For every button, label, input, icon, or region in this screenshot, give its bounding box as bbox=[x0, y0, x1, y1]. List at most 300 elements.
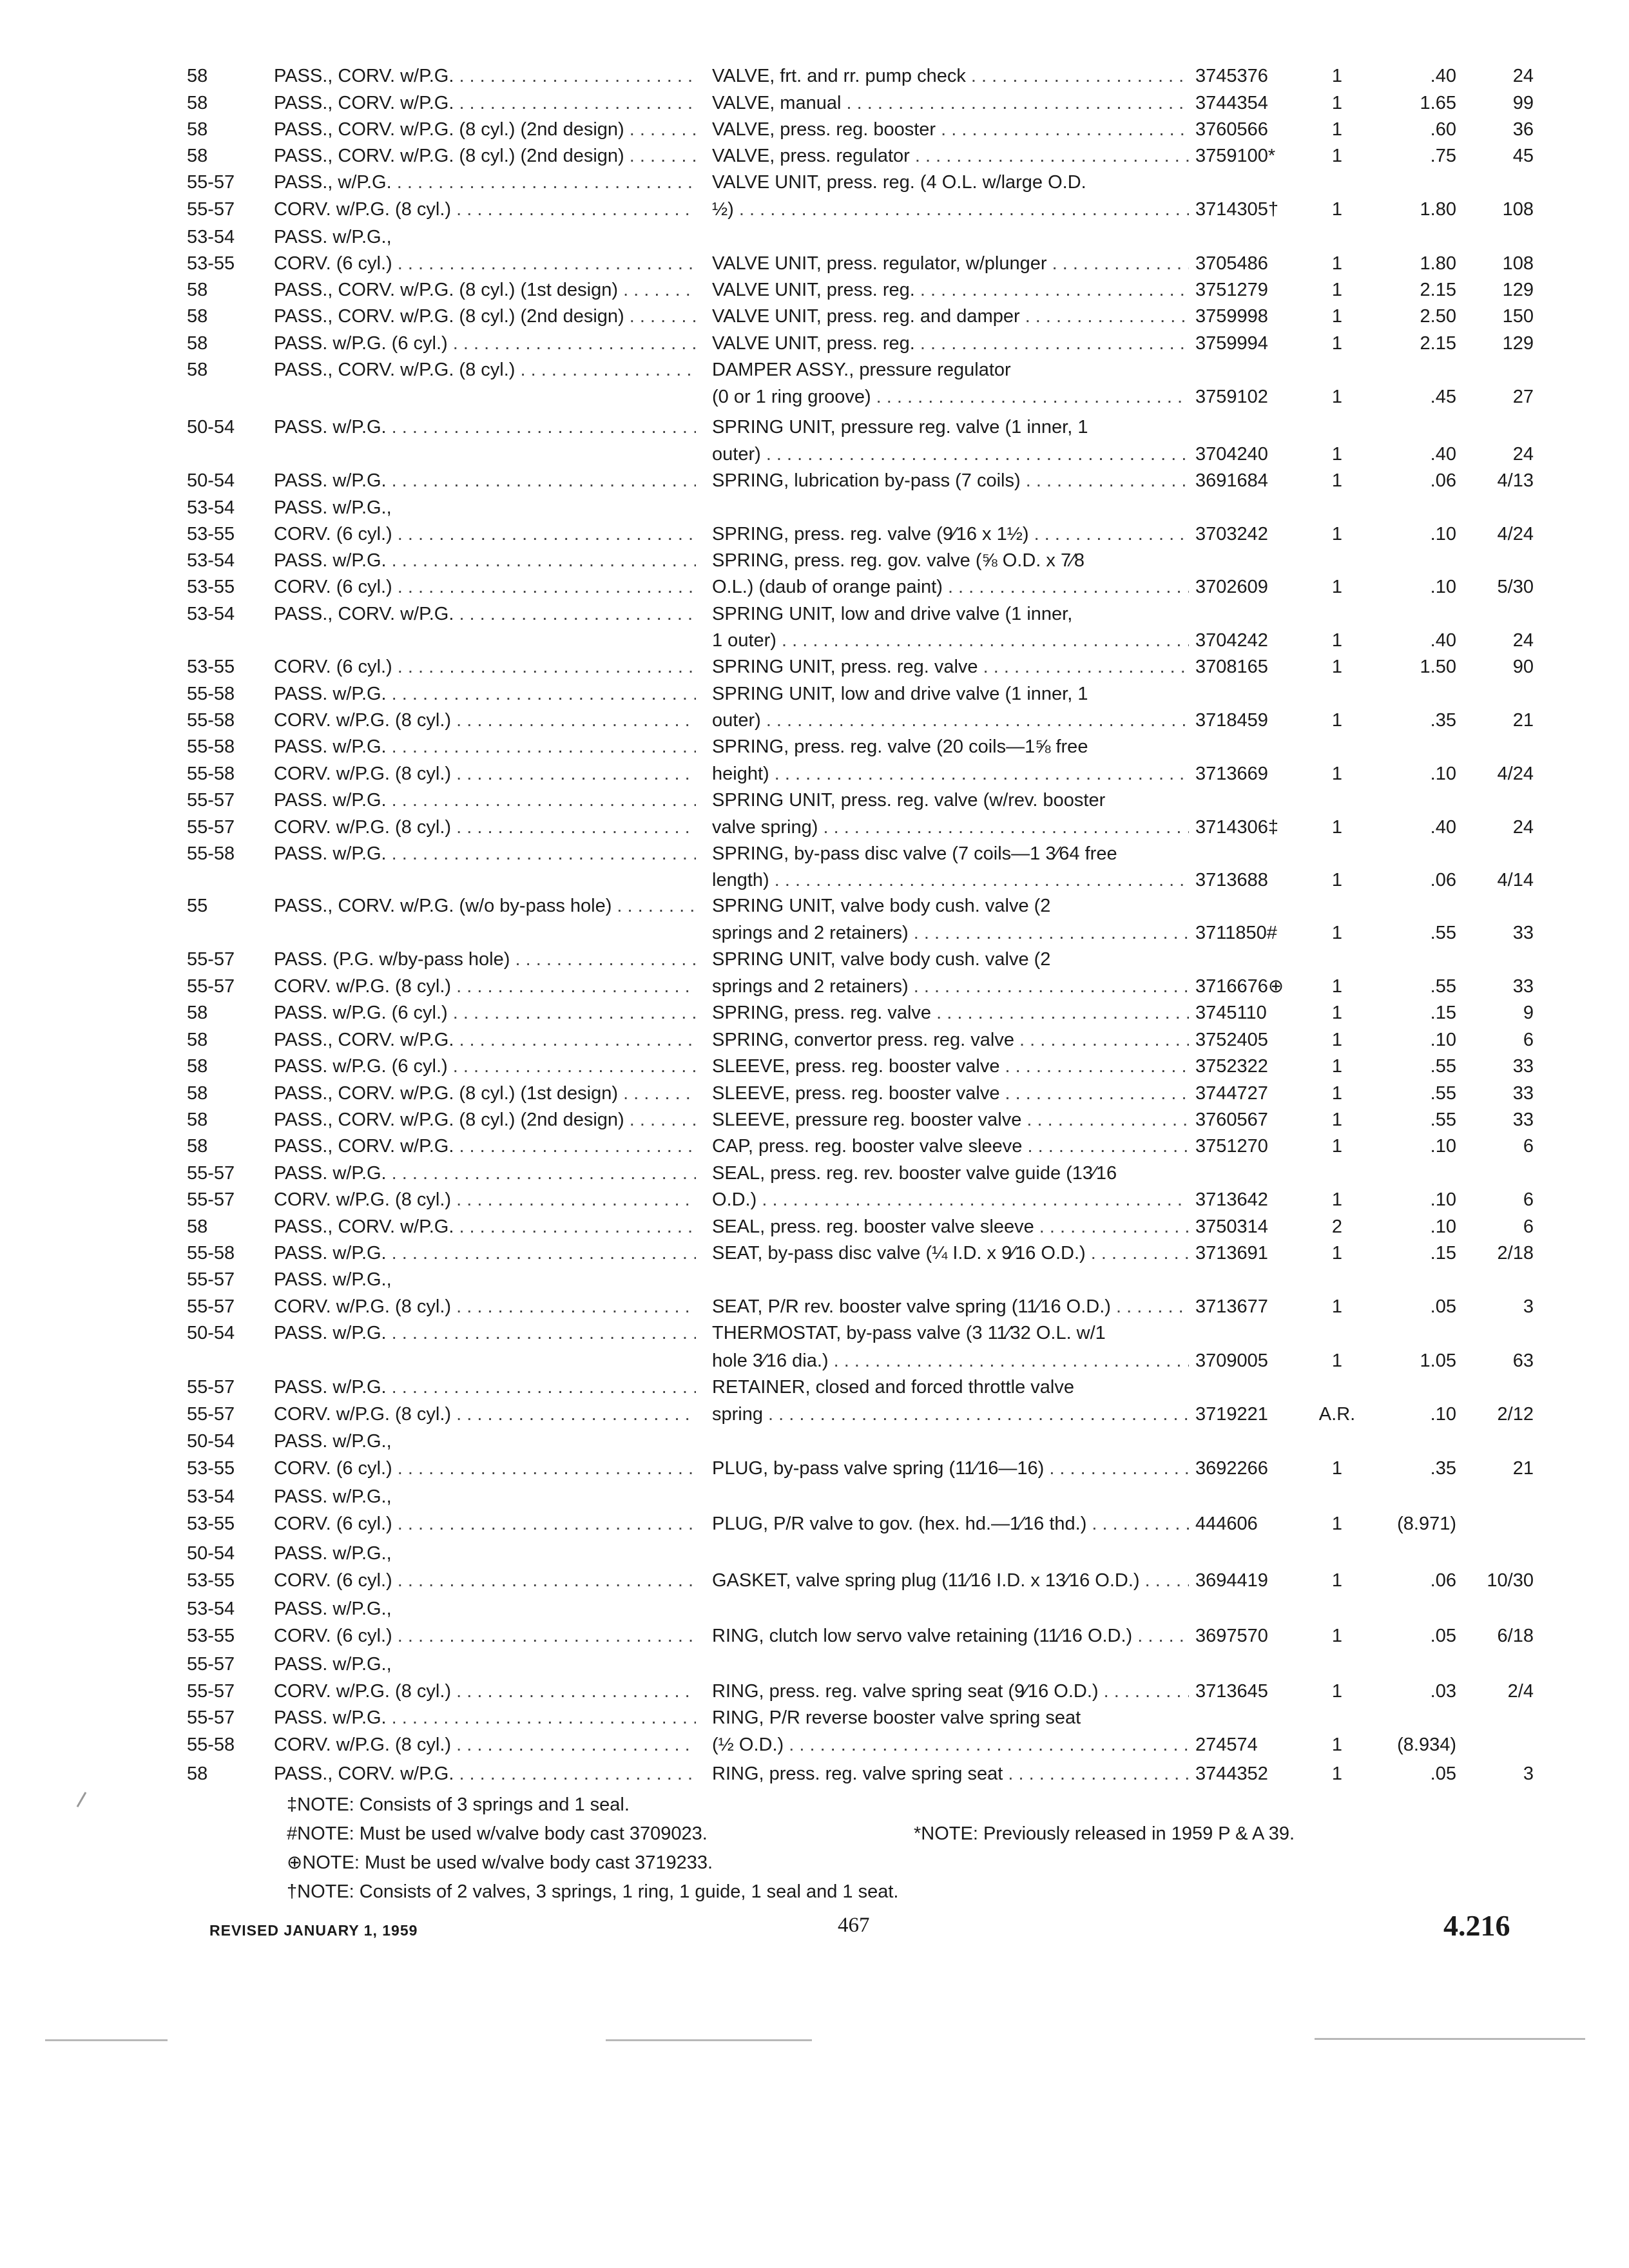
year-cell: 53-55 bbox=[187, 1458, 235, 1479]
package-cell: 24 bbox=[1512, 630, 1534, 651]
part-number-cell: 3713677 bbox=[1195, 1296, 1268, 1317]
part-number-cell: 3713645 bbox=[1195, 1681, 1268, 1702]
part-number-cell: 3697570 bbox=[1195, 1626, 1268, 1646]
part-number-cell: 3714306‡ bbox=[1195, 817, 1279, 838]
table-row bbox=[0, 1678, 1629, 1705]
table-row bbox=[0, 467, 1629, 494]
quantity-cell: 1 bbox=[1331, 1735, 1343, 1755]
year-cell: 53-55 bbox=[187, 1570, 235, 1591]
quantity-cell: 1 bbox=[1331, 387, 1343, 407]
year-cell: 53-54 bbox=[187, 550, 235, 571]
table-row bbox=[0, 973, 1629, 1000]
price-cell: .55 bbox=[1430, 1056, 1456, 1077]
description-cell: SLEEVE, press. reg. booster valve . . . bbox=[712, 1080, 1189, 1107]
price-cell: .06 bbox=[1430, 1570, 1456, 1591]
description-cell: SPRING, press. reg. valve (9⁄16 x 1½) . . . bbox=[712, 521, 1189, 548]
part-number-cell: 3704242 bbox=[1195, 630, 1268, 651]
table-row bbox=[0, 547, 1629, 574]
description-cell: SLEEVE, press. reg. booster valve . . . bbox=[712, 1053, 1189, 1080]
model-cell: CORV. w/P.G. (8 cyl.) . . . bbox=[274, 1678, 696, 1705]
price-cell: 2.50 bbox=[1420, 306, 1456, 327]
table-row bbox=[0, 1704, 1629, 1731]
section-number: 4.216 bbox=[1443, 1909, 1510, 1942]
model-cell: CORV. (6 cyl.) . . . bbox=[274, 521, 696, 548]
model-cell: PASS. w/P.G. (6 cyl.) . . . bbox=[274, 330, 696, 357]
quantity-cell: 1 bbox=[1331, 1514, 1343, 1534]
part-number-cell: 444606 bbox=[1195, 1514, 1258, 1534]
part-number-cell: 3751270 bbox=[1195, 1136, 1268, 1157]
package-cell: 6 bbox=[1523, 1136, 1534, 1157]
year-cell: 50-54 bbox=[187, 1323, 235, 1343]
package-cell: 99 bbox=[1512, 93, 1534, 113]
price-cell: .05 bbox=[1430, 1626, 1456, 1646]
price-cell: .15 bbox=[1430, 1243, 1456, 1264]
model-cell: CORV. (6 cyl.) . . . bbox=[274, 1622, 696, 1649]
quantity-cell: 1 bbox=[1331, 577, 1343, 597]
part-number-cell: 3708165 bbox=[1195, 657, 1268, 677]
year-cell: 55-58 bbox=[187, 736, 235, 757]
package-cell: 2/12 bbox=[1497, 1404, 1534, 1425]
year-cell: 53-55 bbox=[187, 253, 235, 274]
table-row bbox=[0, 1622, 1629, 1649]
part-number-cell: 3709005 bbox=[1195, 1350, 1268, 1371]
price-cell: .40 bbox=[1430, 630, 1456, 651]
description-cell: SPRING, by-pass disc valve (7 coils—1 3⁄64 free bbox=[712, 843, 1117, 864]
description-cell: 1 outer) . . . bbox=[712, 627, 1189, 654]
quantity-cell: 1 bbox=[1331, 976, 1343, 997]
year-cell: 55-58 bbox=[187, 1735, 235, 1755]
table-row bbox=[0, 116, 1629, 143]
description-cell: VALVE UNIT, press. reg. and damper . . . bbox=[712, 303, 1189, 330]
quantity-cell: 1 bbox=[1331, 1110, 1343, 1130]
table-row bbox=[0, 867, 1629, 894]
price-cell: .10 bbox=[1430, 1216, 1456, 1237]
year-cell: 55-57 bbox=[187, 1163, 235, 1184]
price-cell: 2.15 bbox=[1420, 280, 1456, 300]
price-cell: (8.934) bbox=[1397, 1735, 1456, 1755]
package-cell: 4/13 bbox=[1497, 470, 1534, 491]
table-row bbox=[0, 494, 1629, 521]
table-row bbox=[0, 1567, 1629, 1594]
price-cell: .55 bbox=[1430, 923, 1456, 943]
year-cell: 58 bbox=[187, 1763, 208, 1784]
table-row bbox=[0, 1347, 1629, 1374]
quantity-cell: 1 bbox=[1331, 333, 1343, 354]
year-cell: 55-57 bbox=[187, 1296, 235, 1317]
table-row bbox=[0, 1080, 1629, 1107]
table-row bbox=[0, 1731, 1629, 1758]
year-cell: 55-57 bbox=[187, 1377, 235, 1398]
quantity-cell: 2 bbox=[1331, 1216, 1343, 1237]
price-cell: 1.80 bbox=[1420, 199, 1456, 220]
note-3-springs: ‡NOTE: Consists of 3 springs and 1 seal. bbox=[287, 1794, 630, 1815]
table-row bbox=[0, 142, 1629, 169]
table-row bbox=[0, 999, 1629, 1026]
quantity-cell: 1 bbox=[1331, 1296, 1343, 1317]
package-cell: 2/18 bbox=[1497, 1243, 1534, 1264]
model-cell: PASS. w/P.G. . . . bbox=[274, 733, 696, 760]
model-cell: PASS. w/P.G. . . . bbox=[274, 547, 696, 574]
table-row bbox=[0, 1401, 1629, 1428]
table-row bbox=[0, 521, 1629, 548]
table-row bbox=[0, 814, 1629, 841]
package-cell: 10/30 bbox=[1487, 1570, 1534, 1591]
model-cell: CORV. (6 cyl.) . . . bbox=[274, 1455, 696, 1482]
part-number-cell: 3714305† bbox=[1195, 199, 1279, 220]
quantity-cell: 1 bbox=[1331, 1083, 1343, 1104]
table-row bbox=[0, 1053, 1629, 1080]
model-cell: CORV. (6 cyl.) . . . bbox=[274, 653, 696, 680]
part-number-cell: 3692266 bbox=[1195, 1458, 1268, 1479]
year-cell: 58 bbox=[187, 1216, 208, 1237]
year-cell: 55 bbox=[187, 896, 208, 916]
description-cell: PLUG, P/R valve to gov. (hex. hd.—1⁄16 thd.) . . . bbox=[712, 1510, 1189, 1537]
year-cell: 53-55 bbox=[187, 657, 235, 677]
description-cell: SEAT, by-pass disc valve (¼ I.D. x 9⁄16 O.D.) . . . bbox=[712, 1240, 1189, 1267]
page-number: 467 bbox=[838, 1914, 870, 1937]
model-cell: CORV. (6 cyl.) . . . bbox=[274, 1510, 696, 1537]
year-cell: 55-58 bbox=[187, 764, 235, 784]
part-number-cell: 3752322 bbox=[1195, 1056, 1268, 1077]
year-cell: 58 bbox=[187, 1003, 208, 1023]
year-cell: 55-58 bbox=[187, 710, 235, 731]
model-cell: CORV. w/P.G. (8 cyl.) . . . bbox=[274, 196, 696, 223]
quantity-cell: 1 bbox=[1331, 93, 1343, 113]
price-cell: .05 bbox=[1430, 1296, 1456, 1317]
price-cell: .10 bbox=[1430, 764, 1456, 784]
description-cell: outer) . . . bbox=[712, 707, 1189, 734]
year-cell: 55-57 bbox=[187, 949, 235, 970]
model-cell: PASS. w/P.G. . . . bbox=[274, 1704, 696, 1731]
table-row bbox=[0, 1106, 1629, 1133]
price-cell: .55 bbox=[1430, 1110, 1456, 1130]
year-cell: 58 bbox=[187, 280, 208, 300]
scan-artifact bbox=[606, 2039, 812, 2041]
part-number-cell: 274574 bbox=[1195, 1735, 1258, 1755]
table-row bbox=[0, 1186, 1629, 1213]
description-cell: SEAT, P/R rev. booster valve spring (11⁄16 O.D.) . . . bbox=[712, 1293, 1189, 1320]
year-cell: 58 bbox=[187, 306, 208, 327]
part-number-cell: 3691684 bbox=[1195, 470, 1268, 491]
table-row bbox=[0, 250, 1629, 277]
model-cell: PASS. w/P.G. . . . bbox=[274, 1160, 696, 1187]
price-cell: .10 bbox=[1430, 1189, 1456, 1210]
quantity-cell: 1 bbox=[1331, 306, 1343, 327]
part-number-cell: 3744354 bbox=[1195, 93, 1268, 113]
part-number-cell: 3713642 bbox=[1195, 1189, 1268, 1210]
model-cell: PASS., CORV. w/P.G. . . . bbox=[274, 601, 696, 628]
quantity-cell: 1 bbox=[1331, 1626, 1343, 1646]
quantity-cell: 1 bbox=[1331, 444, 1343, 465]
package-cell: 4/14 bbox=[1497, 870, 1534, 890]
year-cell: 55-57 bbox=[187, 1707, 235, 1728]
description-cell: SPRING, press. reg. gov. valve (⅝ O.D. x 7⁄8 bbox=[712, 550, 1085, 571]
package-cell: 90 bbox=[1512, 657, 1534, 677]
quantity-cell: 1 bbox=[1331, 280, 1343, 300]
quantity-cell: 1 bbox=[1331, 253, 1343, 274]
model-cell: CORV. (6 cyl.) . . . bbox=[274, 250, 696, 277]
table-row bbox=[0, 1760, 1629, 1787]
model-cell: PASS. w/P.G., bbox=[274, 1654, 392, 1675]
part-number-cell: 3705486 bbox=[1195, 253, 1268, 274]
description-cell: RING, P/R reverse booster valve spring seat bbox=[712, 1707, 1081, 1728]
part-number-cell: 3702609 bbox=[1195, 577, 1268, 597]
note-previously-released: *NOTE: Previously released in 1959 P & A 39. bbox=[914, 1823, 1295, 1844]
quantity-cell: 1 bbox=[1331, 199, 1343, 220]
price-cell: .06 bbox=[1430, 470, 1456, 491]
model-cell: PASS. w/P.G. (6 cyl.) . . . bbox=[274, 1053, 696, 1080]
price-cell: .75 bbox=[1430, 146, 1456, 166]
package-cell: 36 bbox=[1512, 119, 1534, 140]
table-row bbox=[0, 1266, 1629, 1293]
year-cell: 50-54 bbox=[187, 417, 235, 437]
package-cell: 63 bbox=[1512, 1350, 1534, 1371]
table-row bbox=[0, 1483, 1629, 1510]
table-row bbox=[0, 1160, 1629, 1187]
package-cell: 6 bbox=[1523, 1216, 1534, 1237]
price-cell: 1.50 bbox=[1420, 657, 1456, 677]
package-cell: 21 bbox=[1512, 1458, 1534, 1479]
description-cell: SPRING UNIT, valve body cush. valve (2 bbox=[712, 949, 1051, 970]
package-cell: 33 bbox=[1512, 1083, 1534, 1104]
part-number-cell: 3751279 bbox=[1195, 280, 1268, 300]
table-row bbox=[0, 680, 1629, 707]
note-valve-body-3709023: #NOTE: Must be used w/valve body cast 3709023. bbox=[287, 1823, 708, 1844]
model-cell: CORV. w/P.G. (8 cyl.) . . . bbox=[274, 1401, 696, 1428]
package-cell: 33 bbox=[1512, 1110, 1534, 1130]
price-cell: 2.15 bbox=[1420, 333, 1456, 354]
model-cell: PASS. w/P.G., bbox=[274, 1486, 392, 1507]
description-cell: O.L.) (daub of orange paint) . . . bbox=[712, 573, 1189, 601]
year-cell: 55-57 bbox=[187, 1269, 235, 1290]
model-cell: PASS. w/P.G. (6 cyl.) . . . bbox=[274, 999, 696, 1026]
model-cell: PASS., CORV. w/P.G. . . . bbox=[274, 1133, 696, 1160]
part-number-cell: 3760567 bbox=[1195, 1110, 1268, 1130]
table-row bbox=[0, 1320, 1629, 1347]
price-cell: 1.05 bbox=[1420, 1350, 1456, 1371]
part-number-cell: 3759994 bbox=[1195, 333, 1268, 354]
description-cell: SPRING, press. reg. valve (20 coils—1⅝ free bbox=[712, 736, 1088, 757]
year-cell: 53-54 bbox=[187, 1599, 235, 1619]
description-cell: (0 or 1 ring groove) . . . bbox=[712, 383, 1189, 410]
table-row bbox=[0, 892, 1629, 919]
year-cell: 58 bbox=[187, 93, 208, 113]
price-cell: .15 bbox=[1430, 1003, 1456, 1023]
year-cell: 58 bbox=[187, 1083, 208, 1104]
year-cell: 53-55 bbox=[187, 1514, 235, 1534]
description-cell: SPRING UNIT, pressure reg. valve (1 inner, 1 bbox=[712, 417, 1088, 437]
model-cell: PASS. w/P.G., bbox=[274, 1431, 392, 1452]
description-cell: RING, clutch low servo valve retaining (11⁄16 O.D.) . . . bbox=[712, 1622, 1189, 1649]
package-cell: 129 bbox=[1502, 333, 1534, 354]
quantity-cell: 1 bbox=[1331, 524, 1343, 544]
year-cell: 53-54 bbox=[187, 227, 235, 247]
quantity-cell: 1 bbox=[1331, 1030, 1343, 1050]
scan-artifact bbox=[77, 1792, 87, 1807]
table-row bbox=[0, 1428, 1629, 1455]
description-cell: SEAL, press. reg. booster valve sleeve . . . bbox=[712, 1213, 1189, 1240]
price-cell: (8.971) bbox=[1397, 1514, 1456, 1534]
price-cell: .55 bbox=[1430, 1083, 1456, 1104]
model-cell: PASS. w/P.G., bbox=[274, 1599, 392, 1619]
year-cell: 55-57 bbox=[187, 199, 235, 220]
quantity-cell: 1 bbox=[1331, 1763, 1343, 1784]
table-row bbox=[0, 169, 1629, 196]
model-cell: PASS. w/P.G., bbox=[274, 227, 392, 247]
part-number-cell: 3745110 bbox=[1195, 1003, 1267, 1023]
package-cell: 33 bbox=[1512, 1056, 1534, 1077]
note-2-valves: †NOTE: Consists of 2 valves, 3 springs, 1 ring, 1 guide, 1 seal and 1 seat. bbox=[287, 1881, 899, 1902]
year-cell: 55-57 bbox=[187, 1654, 235, 1675]
description-cell: VALVE UNIT, press. reg. . . . bbox=[712, 330, 1189, 357]
part-number-cell: 3750314 bbox=[1195, 1216, 1268, 1237]
quantity-cell: 1 bbox=[1331, 764, 1343, 784]
model-cell: PASS., CORV. w/P.G. (8 cyl.) (2nd design) . . . bbox=[274, 142, 696, 169]
table-row bbox=[0, 787, 1629, 814]
package-cell: 9 bbox=[1523, 1003, 1534, 1023]
description-cell: SPRING, lubrication by-pass (7 coils) . . . bbox=[712, 467, 1189, 494]
part-number-cell: 3760566 bbox=[1195, 119, 1268, 140]
quantity-cell: 1 bbox=[1331, 817, 1343, 838]
quantity-cell: 1 bbox=[1331, 1350, 1343, 1371]
description-cell: springs and 2 retainers) . . . bbox=[712, 973, 1189, 1000]
price-cell: .10 bbox=[1430, 1404, 1456, 1425]
description-cell: spring . . . bbox=[712, 1401, 1189, 1428]
year-cell: 58 bbox=[187, 333, 208, 354]
table-row bbox=[0, 303, 1629, 330]
table-row bbox=[0, 1293, 1629, 1320]
description-cell: O.D.) . . . bbox=[712, 1186, 1189, 1213]
year-cell: 55-57 bbox=[187, 1189, 235, 1210]
year-cell: 53-55 bbox=[187, 577, 235, 597]
part-number-cell: 3704240 bbox=[1195, 444, 1268, 465]
year-cell: 58 bbox=[187, 66, 208, 86]
model-cell: PASS. (P.G. w/by-pass hole) . . . bbox=[274, 946, 696, 973]
table-row bbox=[0, 383, 1629, 410]
year-cell: 53-55 bbox=[187, 524, 235, 544]
model-cell: CORV. w/P.G. (8 cyl.) . . . bbox=[274, 814, 696, 841]
package-cell: 33 bbox=[1512, 976, 1534, 997]
quantity-cell: 1 bbox=[1331, 470, 1343, 491]
table-row bbox=[0, 946, 1629, 973]
description-cell: SEAL, press. reg. rev. booster valve guide (13⁄16 bbox=[712, 1163, 1117, 1184]
year-cell: 55-57 bbox=[187, 976, 235, 997]
model-cell: CORV. w/P.G. (8 cyl.) . . . bbox=[274, 973, 696, 1000]
quantity-cell: 1 bbox=[1331, 146, 1343, 166]
model-cell: PASS. w/P.G. . . . bbox=[274, 1240, 696, 1267]
table-row bbox=[0, 356, 1629, 383]
year-cell: 58 bbox=[187, 360, 208, 380]
description-cell: SPRING UNIT, press. reg. valve . . . bbox=[712, 653, 1189, 680]
year-cell: 58 bbox=[187, 119, 208, 140]
scan-artifact bbox=[1315, 2038, 1585, 2040]
description-cell: SPRING UNIT, press. reg. valve (w/rev. booster bbox=[712, 790, 1106, 811]
package-cell: 6 bbox=[1523, 1189, 1534, 1210]
table-row bbox=[0, 276, 1629, 303]
quantity-cell: 1 bbox=[1331, 1189, 1343, 1210]
year-cell: 55-57 bbox=[187, 817, 235, 838]
model-cell: PASS. w/P.G., bbox=[274, 497, 392, 518]
description-cell: length) . . . bbox=[712, 867, 1189, 894]
description-cell: springs and 2 retainers) . . . bbox=[712, 919, 1189, 947]
quantity-cell: 1 bbox=[1331, 1003, 1343, 1023]
package-cell: 5/30 bbox=[1497, 577, 1534, 597]
package-cell: 108 bbox=[1502, 199, 1534, 220]
table-row bbox=[0, 1374, 1629, 1401]
quantity-cell: 1 bbox=[1331, 1056, 1343, 1077]
table-row bbox=[0, 414, 1629, 441]
table-row bbox=[0, 840, 1629, 867]
table-row bbox=[0, 919, 1629, 947]
year-cell: 50-54 bbox=[187, 470, 235, 491]
year-cell: 58 bbox=[187, 146, 208, 166]
model-cell: PASS., CORV. w/P.G. . . . bbox=[274, 1213, 696, 1240]
price-cell: .05 bbox=[1430, 1763, 1456, 1784]
model-cell: PASS., CORV. w/P.G. (8 cyl.) (1st design) . . . bbox=[274, 1080, 696, 1107]
model-cell: CORV. w/P.G. (8 cyl.) . . . bbox=[274, 1293, 696, 1320]
model-cell: PASS., CORV. w/P.G. (8 cyl.) (2nd design) . . . bbox=[274, 116, 696, 143]
quantity-cell: 1 bbox=[1331, 119, 1343, 140]
table-row bbox=[0, 1240, 1629, 1267]
year-cell: 55-58 bbox=[187, 1243, 235, 1264]
part-number-cell: 3744352 bbox=[1195, 1763, 1268, 1784]
part-number-cell: 3718459 bbox=[1195, 710, 1268, 731]
package-cell: 24 bbox=[1512, 444, 1534, 465]
table-row bbox=[0, 441, 1629, 468]
price-cell: .55 bbox=[1430, 976, 1456, 997]
price-cell: .10 bbox=[1430, 1136, 1456, 1157]
model-cell: PASS., CORV. w/P.G. . . . bbox=[274, 1760, 696, 1787]
year-cell: 53-54 bbox=[187, 1486, 235, 1507]
part-number-cell: 3759102 bbox=[1195, 387, 1268, 407]
description-cell: VALVE, manual . . . bbox=[712, 90, 1189, 117]
price-cell: .40 bbox=[1430, 817, 1456, 838]
quantity-cell: 1 bbox=[1331, 710, 1343, 731]
package-cell: 24 bbox=[1512, 66, 1534, 86]
revised-date: REVISED JANUARY 1, 1959 bbox=[209, 1922, 418, 1939]
description-cell: GASKET, valve spring plug (11⁄16 I.D. x 13⁄16 O.D.) . . . bbox=[712, 1567, 1189, 1594]
price-cell: 1.80 bbox=[1420, 253, 1456, 274]
model-cell: PASS., CORV. w/P.G. . . . bbox=[274, 90, 696, 117]
year-cell: 53-54 bbox=[187, 497, 235, 518]
package-cell: 21 bbox=[1512, 710, 1534, 731]
table-row bbox=[0, 573, 1629, 601]
year-cell: 55-57 bbox=[187, 790, 235, 811]
description-cell: VALVE, press. regulator . . . bbox=[712, 142, 1189, 169]
part-number-cell: 3694419 bbox=[1195, 1570, 1268, 1591]
model-cell: CORV. w/P.G. (8 cyl.) . . . bbox=[274, 1186, 696, 1213]
price-cell: .60 bbox=[1430, 119, 1456, 140]
model-cell: CORV. w/P.G. (8 cyl.) . . . bbox=[274, 760, 696, 787]
price-cell: .03 bbox=[1430, 1681, 1456, 1702]
year-cell: 50-54 bbox=[187, 1543, 235, 1564]
price-cell: .40 bbox=[1430, 66, 1456, 86]
part-number-cell: 3744727 bbox=[1195, 1083, 1268, 1104]
description-cell: VALVE UNIT, press. reg. (4 O.L. w/large O.D. bbox=[712, 172, 1086, 193]
year-cell: 58 bbox=[187, 1136, 208, 1157]
quantity-cell: 1 bbox=[1331, 1458, 1343, 1479]
description-cell: VALVE UNIT, press. regulator, w/plunger . . . bbox=[712, 250, 1189, 277]
part-number-cell: 3711850# bbox=[1195, 923, 1277, 943]
price-cell: .10 bbox=[1430, 524, 1456, 544]
year-cell: 58 bbox=[187, 1056, 208, 1077]
table-row bbox=[0, 1510, 1629, 1537]
model-cell: PASS. w/P.G. . . . bbox=[274, 1320, 696, 1347]
part-number-cell: 3713688 bbox=[1195, 870, 1268, 890]
note-valve-body-3719233: ⊕NOTE: Must be used w/valve body cast 3719233. bbox=[287, 1852, 713, 1873]
quantity-cell: A.R. bbox=[1318, 1404, 1356, 1425]
model-cell: CORV. w/P.G. (8 cyl.) . . . bbox=[274, 707, 696, 734]
